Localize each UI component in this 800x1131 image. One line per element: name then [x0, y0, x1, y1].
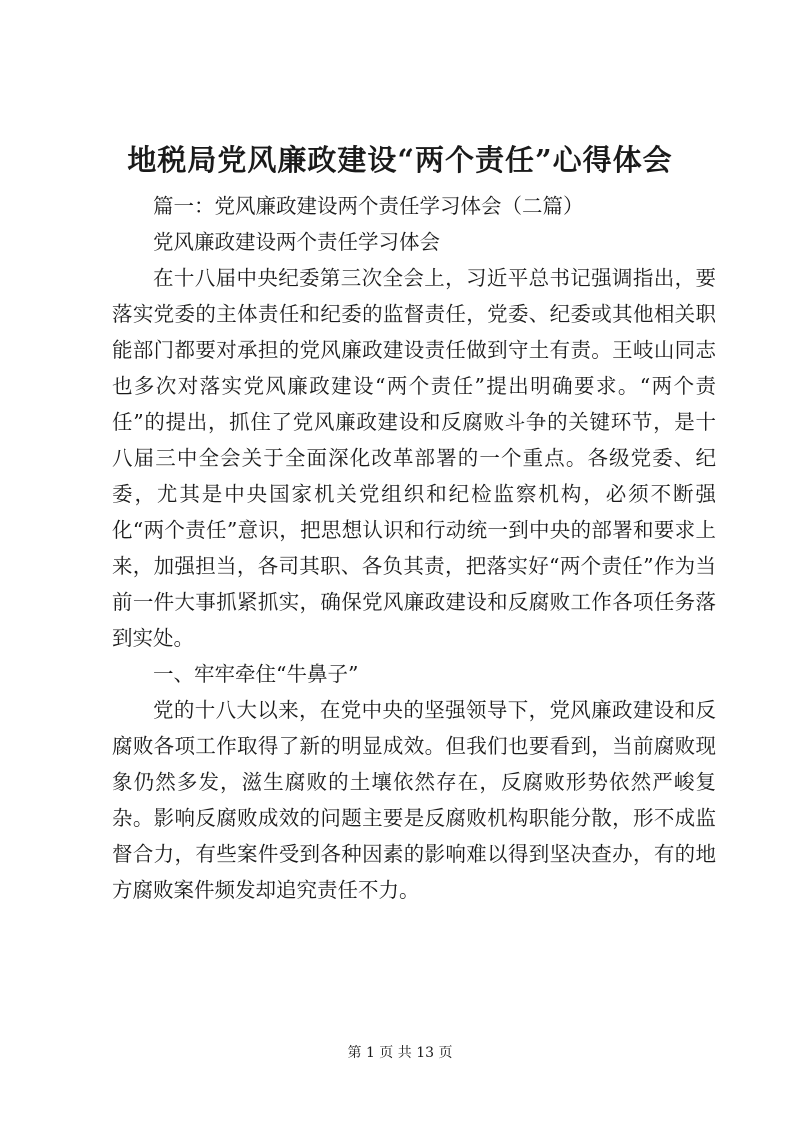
body-paragraph: 党的十八大以来，在党中央的坚强领导下，党风廉政建设和反腐败各项工作取得了新的明显成效。但我们也要看到，当前腐败现象仍然多发，滋生腐败的土壤依然存在，反腐败形势依然严峻复杂。影响反腐败成效的问题主要是反腐败机构职能分散，形不成监督合力，有些案件受到各种因素的影响难以得到坚决查办，有的地方腐败案件频发却追究责任不力。 [112, 698, 716, 902]
subsection-heading: 一、牢牢牵住“牛鼻子” [153, 662, 359, 686]
body-paragraph: 在十八届中央纪委第三次全会上，习近平总书记强调指出，要落实党委的主体责任和纪委的监督责任，党委、纪委或其他相关职能部门都要对承担的党风廉政建设责任做到守土有责。王岐山同志也多次对落实党风廉政建设“两个责任”提出明确要求。“两个责任”的提出，抓住了党风廉政建设和反腐败斗争的关键环节，是十八届三中全会关于全面深化改革部署的一个重点。各级党委、纪委，尤其是中央国家机关党组织和纪检监察机构，必须不断强化“两个责任”意识，把思想认识和行动统一到中央的部署和要求上来，加强担当，各司其职、各负其责，把落实好“两个责任”作为当前一件大事抓紧抓实，确保党风廉政建设和反腐败工作各项任务落到实处。 [112, 266, 716, 650]
document-title: 地税局党风廉政建设“两个责任”心得体会 [127, 143, 673, 177]
section-heading: 篇一：党风廉政建设两个责任学习体会（二篇） [153, 194, 584, 218]
document-body [112, 188, 716, 908]
page-number: 第 1 页 共 13 页 [347, 1045, 453, 1061]
subtitle: 党风廉政建设两个责任学习体会 [153, 230, 440, 254]
